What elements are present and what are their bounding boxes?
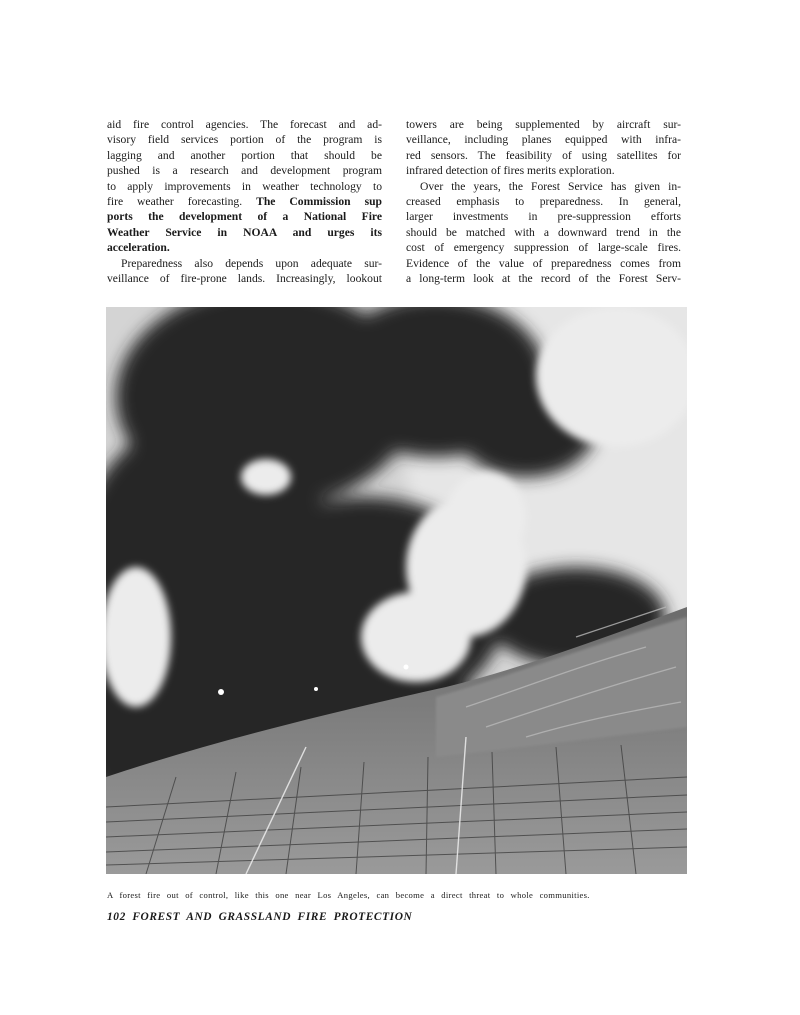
line-text: aid fire control agencies. The forecast and ad-: [107, 118, 382, 131]
line-text: towers are being supplemented by aircraft sur-: [406, 118, 681, 131]
text-line: [107, 179, 382, 194]
line-text: fire weather forecasting.: [107, 194, 257, 208]
text-line: [107, 209, 382, 224]
line-text: lagging and another portion that should be: [107, 148, 382, 162]
fire-photo: [106, 307, 687, 874]
text-line: [406, 132, 681, 147]
line-text: visory field services portion of the program is: [107, 133, 382, 147]
text-line: [406, 256, 681, 271]
text-line: [107, 163, 382, 178]
line-text: cost of emergency suppression of large-scale fires.: [406, 241, 681, 255]
line-text: veillance, including planes equipped with infra-: [406, 133, 681, 147]
line-text: Evidence of the value of preparedness comes from: [406, 256, 681, 270]
right-text-column: [406, 117, 681, 286]
bold-recommendation-text: acceleration.: [107, 241, 170, 255]
bold-recommendation-text: ports the development of a National Fire: [107, 210, 382, 224]
text-line: [406, 240, 681, 255]
text-line: [107, 117, 382, 132]
line-text: Over the years, the Forest Service has given in-: [420, 179, 681, 193]
photo-caption: A forest fire out of control, like this one near Los Angeles, can become a direct threat to whole communities.: [107, 890, 590, 900]
line-text: creased emphasis to preparedness. In general,: [406, 194, 681, 208]
line-text: red sensors. The feasibility of using satellites for: [406, 148, 681, 162]
text-line: [406, 271, 681, 286]
bold-recommendation-text: The Commission sup: [256, 194, 382, 208]
bold-recommendation-text: Weather Service in NOAA and urges its: [107, 225, 382, 239]
left-text-column: [107, 117, 382, 286]
text-line: [107, 132, 382, 147]
page-footer: 102 FOREST AND GRASSLAND FIRE PROTECTION: [107, 911, 413, 923]
text-line: [406, 117, 681, 132]
line-text: veillance of fire-prone lands. Increasingly, lookout: [107, 271, 382, 285]
line-text: to apply improvements in weather technology to: [107, 179, 382, 193]
text-line: [107, 148, 382, 163]
text-line: [107, 194, 382, 209]
line-text: infrared detection of fires merits exploration.: [406, 164, 615, 178]
line-text: a long-term look at the record of the Forest Serv-: [406, 271, 681, 285]
text-line: [107, 271, 382, 286]
text-line: [406, 225, 681, 240]
text-line: [406, 148, 681, 163]
line-text: larger investments in pre-suppression efforts: [406, 210, 681, 224]
text-line: [406, 209, 681, 224]
text-line: [406, 194, 681, 209]
line-text: pushed is a research and development program: [107, 164, 382, 178]
text-line: [107, 240, 382, 255]
text-line: [406, 179, 681, 194]
text-line: [107, 256, 382, 271]
line-text: should be matched with a downward trend in the: [406, 225, 681, 239]
text-line: [107, 225, 382, 240]
line-text: Preparedness also depends upon adequate sur-: [121, 256, 382, 270]
text-line: [406, 163, 681, 178]
